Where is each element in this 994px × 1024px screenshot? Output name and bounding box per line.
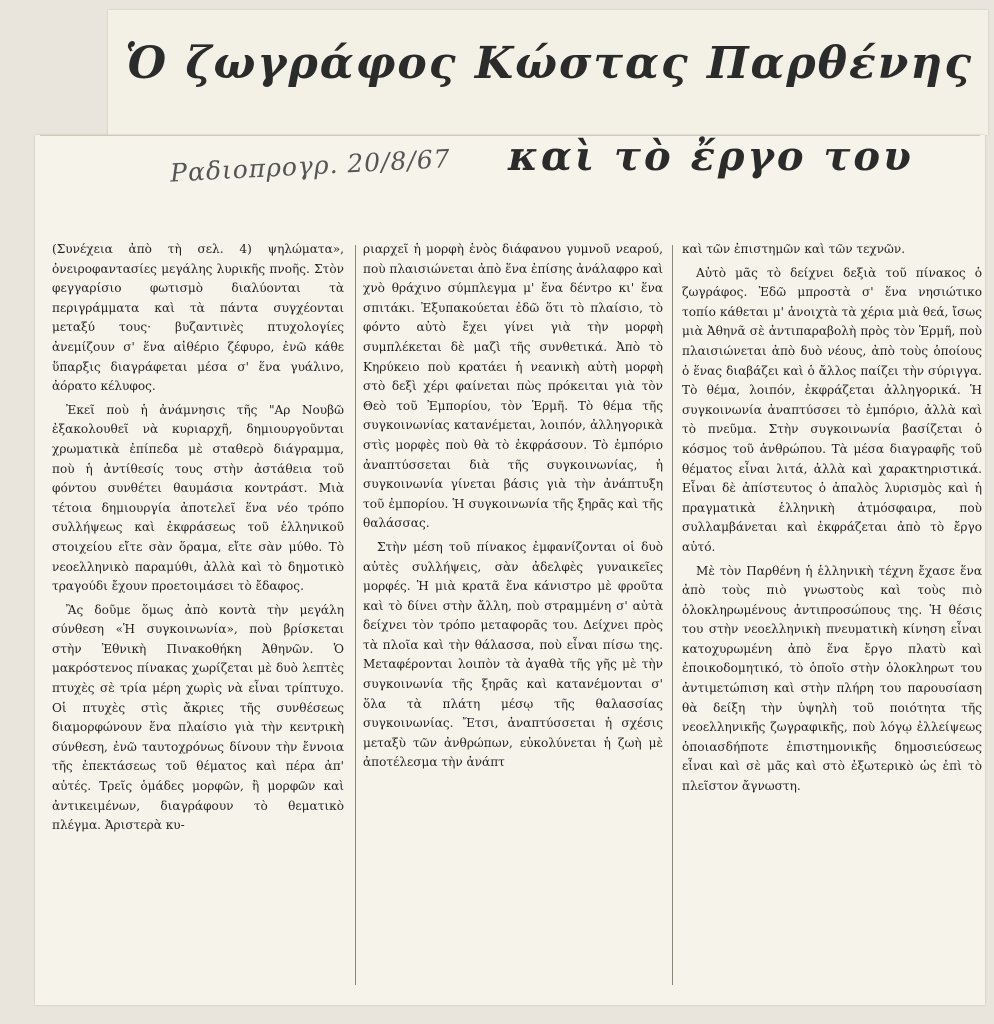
article-column-3	[682, 240, 982, 1010]
headline-line-1: Ὁ ζωγράφος Κώστας Παρθένης	[125, 38, 974, 89]
paragraph: Ἂς δοῦμε ὅμως ἀπὸ κοντὰ τὴν μεγάλη σύνθεση «Ἡ συγκοινωνία», ποὺ βρίσκεται στὴν Ἐθνικὴ Πινακοθήκη Ἀθηνῶν. Ὁ μακρόστενος πίνακας χωρίζεται μὲ δυὸ λεπτὲς πτυχὲς σὲ τρία μέρη χωρὶς νὰ εἶναι τρίπτυχο. Οἱ πτυχὲς στὶς ἄκριες τῆς συνθέσεως διαμορφώνουν ἕνα πλαίσιο γιὰ τὴν κεντρικὴ σύνθεση, ἐνῶ ταυτοχρόνως δίνουν τὴν ἔννοια τῆς ἐπεκτάσεως τοῦ θέματος καὶ πέρα ἀπ' αὐτές. Τρεῖς ὁμάδες μορφῶν, ἢ μορφῶν καὶ ἀντικειμένων, διαγράφουν τὸ θεματικὸ πλέγμα. Ἀριστερὰ κυ-	[52, 602, 344, 833]
paragraph: Μὲ τὸν Παρθένη ἡ ἑλληνικὴ τέχνη ἔχασε ἕνα ἀπὸ τοὺς πιὸ γνωστοὺς καὶ τοὺς πιὸ ὁλοκληρωμένους ἀντιπροσώπους της. Ἡ θέσις του στὴν νεοελληνικὴ πνευματικὴ κίνηση εἶναι κατοχυρωμένη ἀπὸ ἕνα ἔργο πλατὺ καὶ ἐποικοδομητικό, τὸ ὁποῖο στὴν ὁλοκληρωτ του ἀντιμετώπιση καὶ στὴν πλήρη του παρουσίαση θὰ δείξη τὴν ὑψηλὴ τοῦ ποιότητα τῆς νεοελληνικῆς ζωγραφικῆς, ποὺ λόγῳ ἐλλείψεως ὁποιασδήποτε ἐπιστημονικῆς δημοσιεύσεως εἶναι καὶ σὲ μᾶς καὶ στὸ ἐξωτερικὸ ὡς ἐπὶ τὸ πλεῖστον ἄγνωστη.	[682, 563, 982, 794]
article-column-1	[52, 240, 344, 1010]
paragraph: Αὐτὸ μᾶς τὸ δείχνει δεξιὰ τοῦ πίνακος ὁ ζωγράφος. Ἐδῶ μπροστὰ σ' ἕνα νησιώτικο τοπίο κάθεται μ' ἀνοιχτὰ τὰ χέρια μιὰ θεά, ἴσως μιὰ Ἀθηνᾶ σὲ ἀντιπαραβολὴ πρὸς τὸν Ἑρμῆ, ποὺ πλαισιώνεται ἀπὸ δυὸ νέους, ἀπὸ τοὺς ὁποίους ὁ ἕνας διαβάζει καὶ ὁ ἄλλος παίζει τὴν σύριγγα. Τὸ θέμα, λοιπόν, ἐκφράζεται ἀλληγορικά. Ἡ συγκοινωνία ἀναπτύσσει τὸ ἐμπόριο, ἀλλὰ καὶ τὸ πνεῦμα. Στὴν συγκοινωνία βασίζεται ὁ κόσμος τοῦ ἀνθρώπου. Τὰ μέσα διαγραφῆς τοῦ θέματος εἶναι λιτά, ἀλλὰ καὶ χαρακτηριστικά. Εἶναι δὲ ἀπίστευτος ὁ ἀπαλὸς λυρισμὸς καὶ ἡ πραγματικὰ ἑλληνικὴ ἀτμόσφαιρα, ποὺ συλλαμβάνεται καὶ ἐκφράζεται ἀπὸ τὸ ἔργο αὐτό.	[682, 265, 982, 554]
paragraph: Στὴν μέση τοῦ πίνακος ἐμφανίζονται οἱ δυὸ αὐτὲς συλλήψεις, σὰν ἀδελφὲς γυναικεῖες μορφές. Ἡ μιὰ κρατᾶ ἕνα κάνιστρο μὲ φροῦτα καὶ τὸ δίνει στὴν ἄλλη, ποὺ στραμμένη σ' αὐτὰ δείχνει τὸν τρόπο μεταφορᾶς του. Δείχνει πρὸς τὰ πλοῖα καὶ τὴν θάλασσα, ποὺ εἶναι πίσω της. Μεταφέρονται λοιπὸν τὰ ἀγαθὰ τῆς γῆς μὲ τὴν συγκοινωνία τῆς ξηρᾶς καὶ κατανέμονται σ' ὅλα τὰ πλάτη μέσῳ τῆς θαλασσίας συγκοινωνίας. Ἔτσι, ἀναπτύσσεται ἡ σχέσις μεταξὺ τῶν ἀνθρώπων, εὐκολύνεται ἡ ζωὴ μὲ ἀποτέλεσμα τὴν ἀνάπτ	[363, 539, 663, 770]
article-column-2	[363, 240, 663, 1010]
paragraph: (Συνέχεια ἀπὸ τὴ σελ. 4) ψηλώματα», ὀνειροφαντασίες μεγάλης λυρικῆς πνοῆς. Στὸν φεγγαρίσιο φωτισμὸ διαλύονται τὰ περιγράμματα καὶ τὰ πάντα συγχέονται μεταξύ τους· βυζαντινὲς πτυχολογίες ἀνεμίζουν σ' ἕνα αἰθέριο ζέφυρο, ἐνῶ κάθε ὕπαρξις διαγράφεται μέσα σ' ἕνα γυάλινο, ἀόρατο κέλυφος.	[52, 242, 344, 394]
paragraph: ριαρχεῖ ἡ μορφὴ ἑνὸς διάφανου γυμνοῦ νεαρού, ποὺ πλαισιώνεται ἀπὸ ἕνα ἐπίσης ἀνάλαφρο καὶ χνὸ θράχινο σύμπλεγμα μ' ἕνα δέντρο κι' ἕνα σπιτάκι. Ἐξυπακούεται ἐδῶ ὅτι τὸ πλαίσιο, τὸ φόντο αὐτὸ ἔχει γίνει γιὰ τὴν μορφὴ συμπλέκεται δὲ μαζὶ τῆς συνθετικά. Ἀπὸ τὸ Κηρύκειο ποὺ κρατάει ἡ νεανικὴ αὐτὴ μορφὴ στὸ δεξὶ χέρι φαίνεται πὼς πρόκειται γιὰ τὸν Θεὸ τοῦ Ἐμπορίου, τὸν Ἑρμῆ. Τὸ θέμα τῆς συγκοινωνίας κατανέμεται, λοιπόν, ἀλληγορικὰ στὶς μορφὲς ποὺ θὰ τὸ ἐκφράσουν. Τὸ ἐμπόριο ἀναπτύσσεται διὰ τῆς συγκοινωνίας, ἡ συγκοινωνία γίνεται βάσις γιὰ τὴν ἀνάπτυξη τοῦ ἐμπορίου. Ἡ συγκοινωνία τῆς ξηρᾶς καὶ τῆς θαλάσσας.	[363, 242, 663, 531]
column-divider	[355, 245, 356, 985]
headline-line-2: καὶ τὸ ἔργο του	[508, 133, 914, 180]
handwritten-source-note: Ραδιοπρογρ. 20/8/67	[169, 143, 452, 188]
paragraph: Ἐκεῖ ποὺ ἡ ἀνάμνησις τῆς "Αρ Νουβῶ ἐξακολουθεῖ νὰ κυριαρχῆ, δημιουργοῦνται χρωματικὰ ἐπίπεδα μὲ σταθερὸ διάγραμμα, ποὺ ἡ ἀντίθεσίς τους στὴν ἀστάθεια τοῦ φόντου συνθέτει θαυμάσια κοντράστ. Μιὰ τέτοια δημιουργία ἀποτελεῖ ἕνα νέο τρόπο συλλήψεως καὶ ἐκφράσεως τοῦ ἑλληνικοῦ στοιχείου εἴτε σὰν ὅραμα, εἴτε σὰν μύθο. Τὸ νεοελληνικὸ παραμύθι, ἀλλὰ καὶ τὸ δημοτικὸ τραγούδι ἔχουν προετοιμάσει τὸ ἔδαφος.	[52, 402, 344, 594]
column-divider	[672, 245, 673, 985]
paragraph: καὶ τῶν ἐπιστημῶν καὶ τῶν τεχνῶν.	[682, 242, 906, 256]
